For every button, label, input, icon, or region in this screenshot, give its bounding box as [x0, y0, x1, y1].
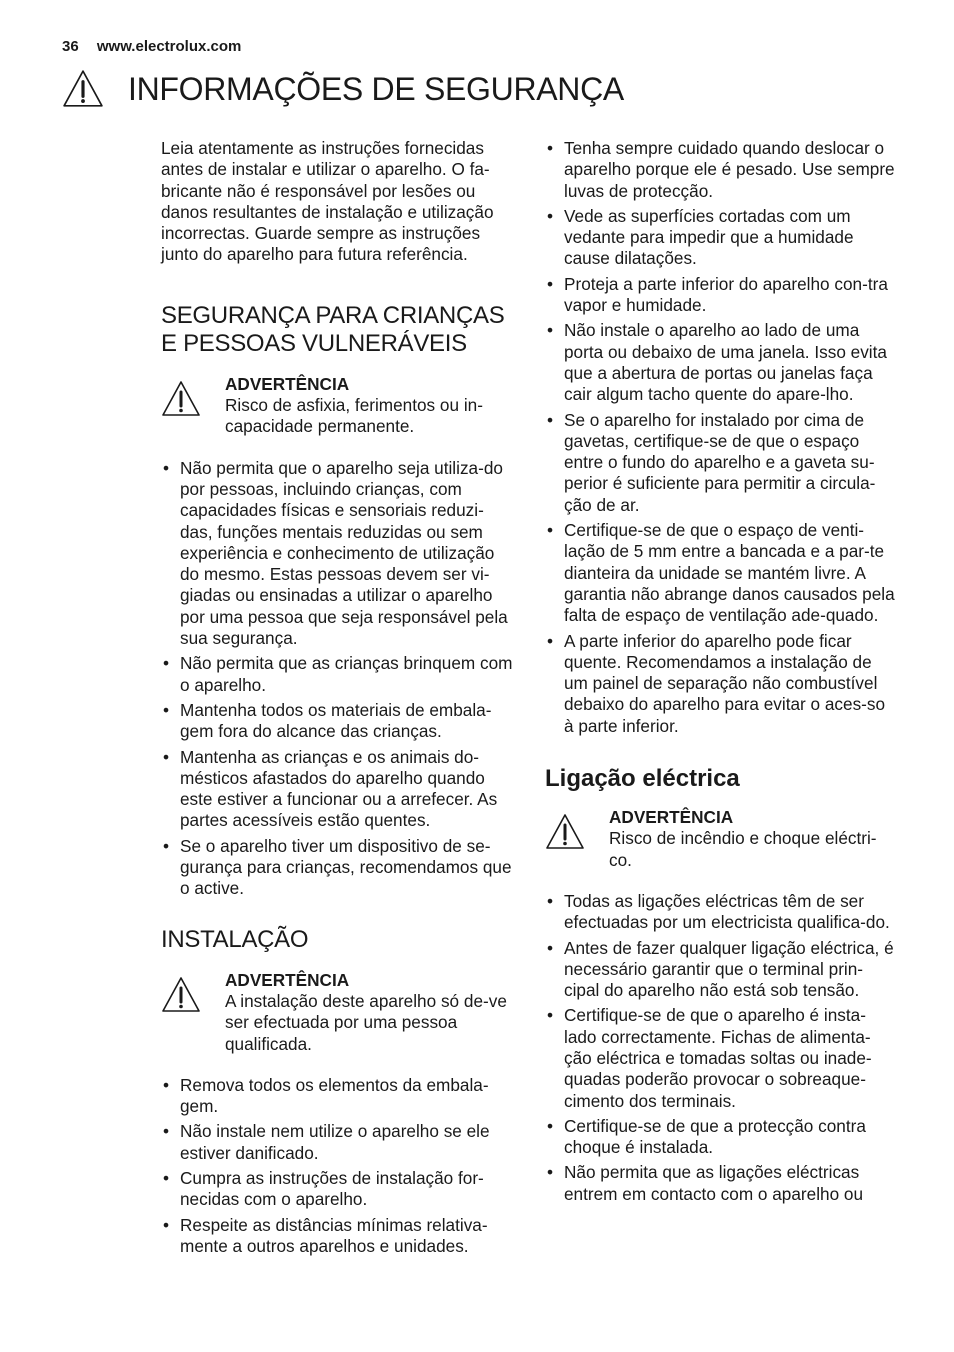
children-section-heading: SEGURANÇA PARA CRIANÇAS E PESSOAS VULNERÁVEIS	[161, 301, 505, 357]
list-item: • Se o aparelho tiver um dispositivo de se-gurança para crianças, recomendamos que o active.	[161, 836, 513, 900]
installation-section-heading: INSTALAÇÃO	[161, 925, 309, 953]
children-warning	[161, 374, 513, 438]
warning-text-block	[225, 374, 513, 438]
warning-text: Risco de asfixia, ferimentos ou in-capacidade permanente.	[225, 395, 483, 437]
list-item: • Remova todos os elementos da embala-gem.	[161, 1075, 513, 1118]
children-list	[161, 458, 513, 900]
electrical-warning	[545, 807, 897, 871]
page-title-row	[62, 68, 624, 110]
list-item: • Não permita que as crianças brinquem com o aparelho.	[161, 653, 513, 696]
warning-title: ADVERTÊNCIA	[225, 969, 350, 990]
installation-warning	[161, 970, 513, 1055]
warning-triangle-icon	[545, 813, 585, 851]
list-item: • Não permita que o aparelho seja utiliza-do por pessoas, incluindo crianças, com capacidades físicas e sensoriais reduzi-das, funções mentais reduzidas ou sem experiência e conhecimento de utilização do mesmo. Estas pessoas devem ser vi-giadas ou ensinadas a utilizar o aparelho por uma pessoa que seja responsável pela sua segurança.	[161, 458, 513, 650]
list-item: • Antes de fazer qualquer ligação eléctrica, é necessário garantir que o terminal prin-cipal do aparelho não está sob tensão.	[545, 938, 897, 1002]
website-url[interactable]: www.electrolux.com	[96, 38, 242, 55]
list-item: • Todas as ligações eléctricas têm de ser efectuadas por um electricista qualifica-do.	[545, 891, 897, 934]
intro-paragraph: Leia atentamente as instruções fornecidas antes de instalar e utilizar o aparelho. O fa-bricante não é responsável por lesões ou danos resultantes de instalação e utilização incorrectas. Guarde sempre as instruções junto do aparelho para futura referência.	[161, 138, 494, 265]
list-item: • Se o aparelho for instalado por cima de gavetas, certifique-se de que o espaço entre o fundo do aparelho e a gaveta su-perior é suficiente para permitir a circula-ção de ar.	[545, 410, 897, 516]
list-item: • Tenha sempre cuidado quando deslocar o aparelho porque ele é pesado. Use sempre luvas de protecção.	[545, 138, 897, 202]
list-item: • Proteja a parte inferior do aparelho con-tra vapor e humidade.	[545, 274, 897, 317]
warning-triangle-icon	[62, 68, 104, 110]
list-item: • Cumpra as instruções de instalação for-necidas com o aparelho.	[161, 1168, 513, 1211]
list-item: • Não instale nem utilize o aparelho se ele estiver danificado.	[161, 1121, 513, 1164]
warning-text: A instalação deste aparelho só de-ve ser efectuada por uma pessoa qualificada.	[225, 990, 507, 1054]
page-number: 36	[62, 38, 79, 55]
warning-triangle-icon	[161, 380, 201, 418]
list-item: • Vede as superfícies cortadas com um vedante para impedir que a humidade cause dilatações.	[545, 206, 897, 270]
warning-title: ADVERTÊNCIA	[225, 373, 350, 394]
list-item: • Certifique-se de que o aparelho é insta-lado correctamente. Fichas de alimenta-ção eléctrica e tomadas soltas ou inade-quadas poderão provocar o sobreaque-cimento dos terminais.	[545, 1005, 897, 1111]
list-item: • Certifique-se de que o espaço de venti-lação de 5 mm entre a bancada e a par-te dianteira da unidade se mantém livre. A garantia não abrange danos causados pela falta de espaço de ventilação ade-quado.	[545, 520, 897, 626]
electrical-list	[545, 891, 897, 1205]
list-item: • Certifique-se de que a protecção contra choque é instalada.	[545, 1116, 897, 1159]
list-item: • Mantenha todos os materiais de embala-gem fora do alcance das crianças.	[161, 700, 513, 743]
list-item: • A parte inferior do aparelho pode ficar quente. Recomendamos a instalação de um painel de separação não combustível debaixo do aparelho para evitar o aces-so à parte inferior.	[545, 631, 897, 737]
warning-triangle-icon	[161, 976, 201, 1014]
right-column	[545, 138, 897, 1209]
installation-list-continued	[545, 138, 897, 737]
installation-list	[161, 1075, 513, 1257]
list-item: • Respeite as distâncias mínimas relativa-mente a outros aparelhos e unidades.	[161, 1215, 513, 1258]
warning-text-block	[225, 970, 513, 1055]
page-title: INFORMAÇÕES DE SEGURANÇA	[128, 70, 624, 107]
electrical-section-heading: Ligação eléctrica	[545, 765, 740, 793]
left-column	[161, 138, 513, 1261]
list-item: • Mantenha as crianças e os animais do-mésticos afastados do aparelho quando este estiver a funcionar ou a arrefecer. As partes acessíveis estão quentes.	[161, 747, 513, 832]
warning-text: Risco de incêndio e choque eléctri-co.	[609, 828, 877, 870]
page-header	[62, 38, 241, 55]
warning-title: ADVERTÊNCIA	[609, 807, 734, 828]
list-item: • Não instale o aparelho ao lado de uma porta ou debaixo de uma janela. Isso evita que a abertura de portas ou janelas faça cair algum tacho quente do apare-lho.	[545, 320, 897, 405]
warning-text-block	[609, 807, 897, 871]
list-item: • Não permita que as ligações eléctricas entrem em contacto com o aparelho ou	[545, 1162, 897, 1205]
